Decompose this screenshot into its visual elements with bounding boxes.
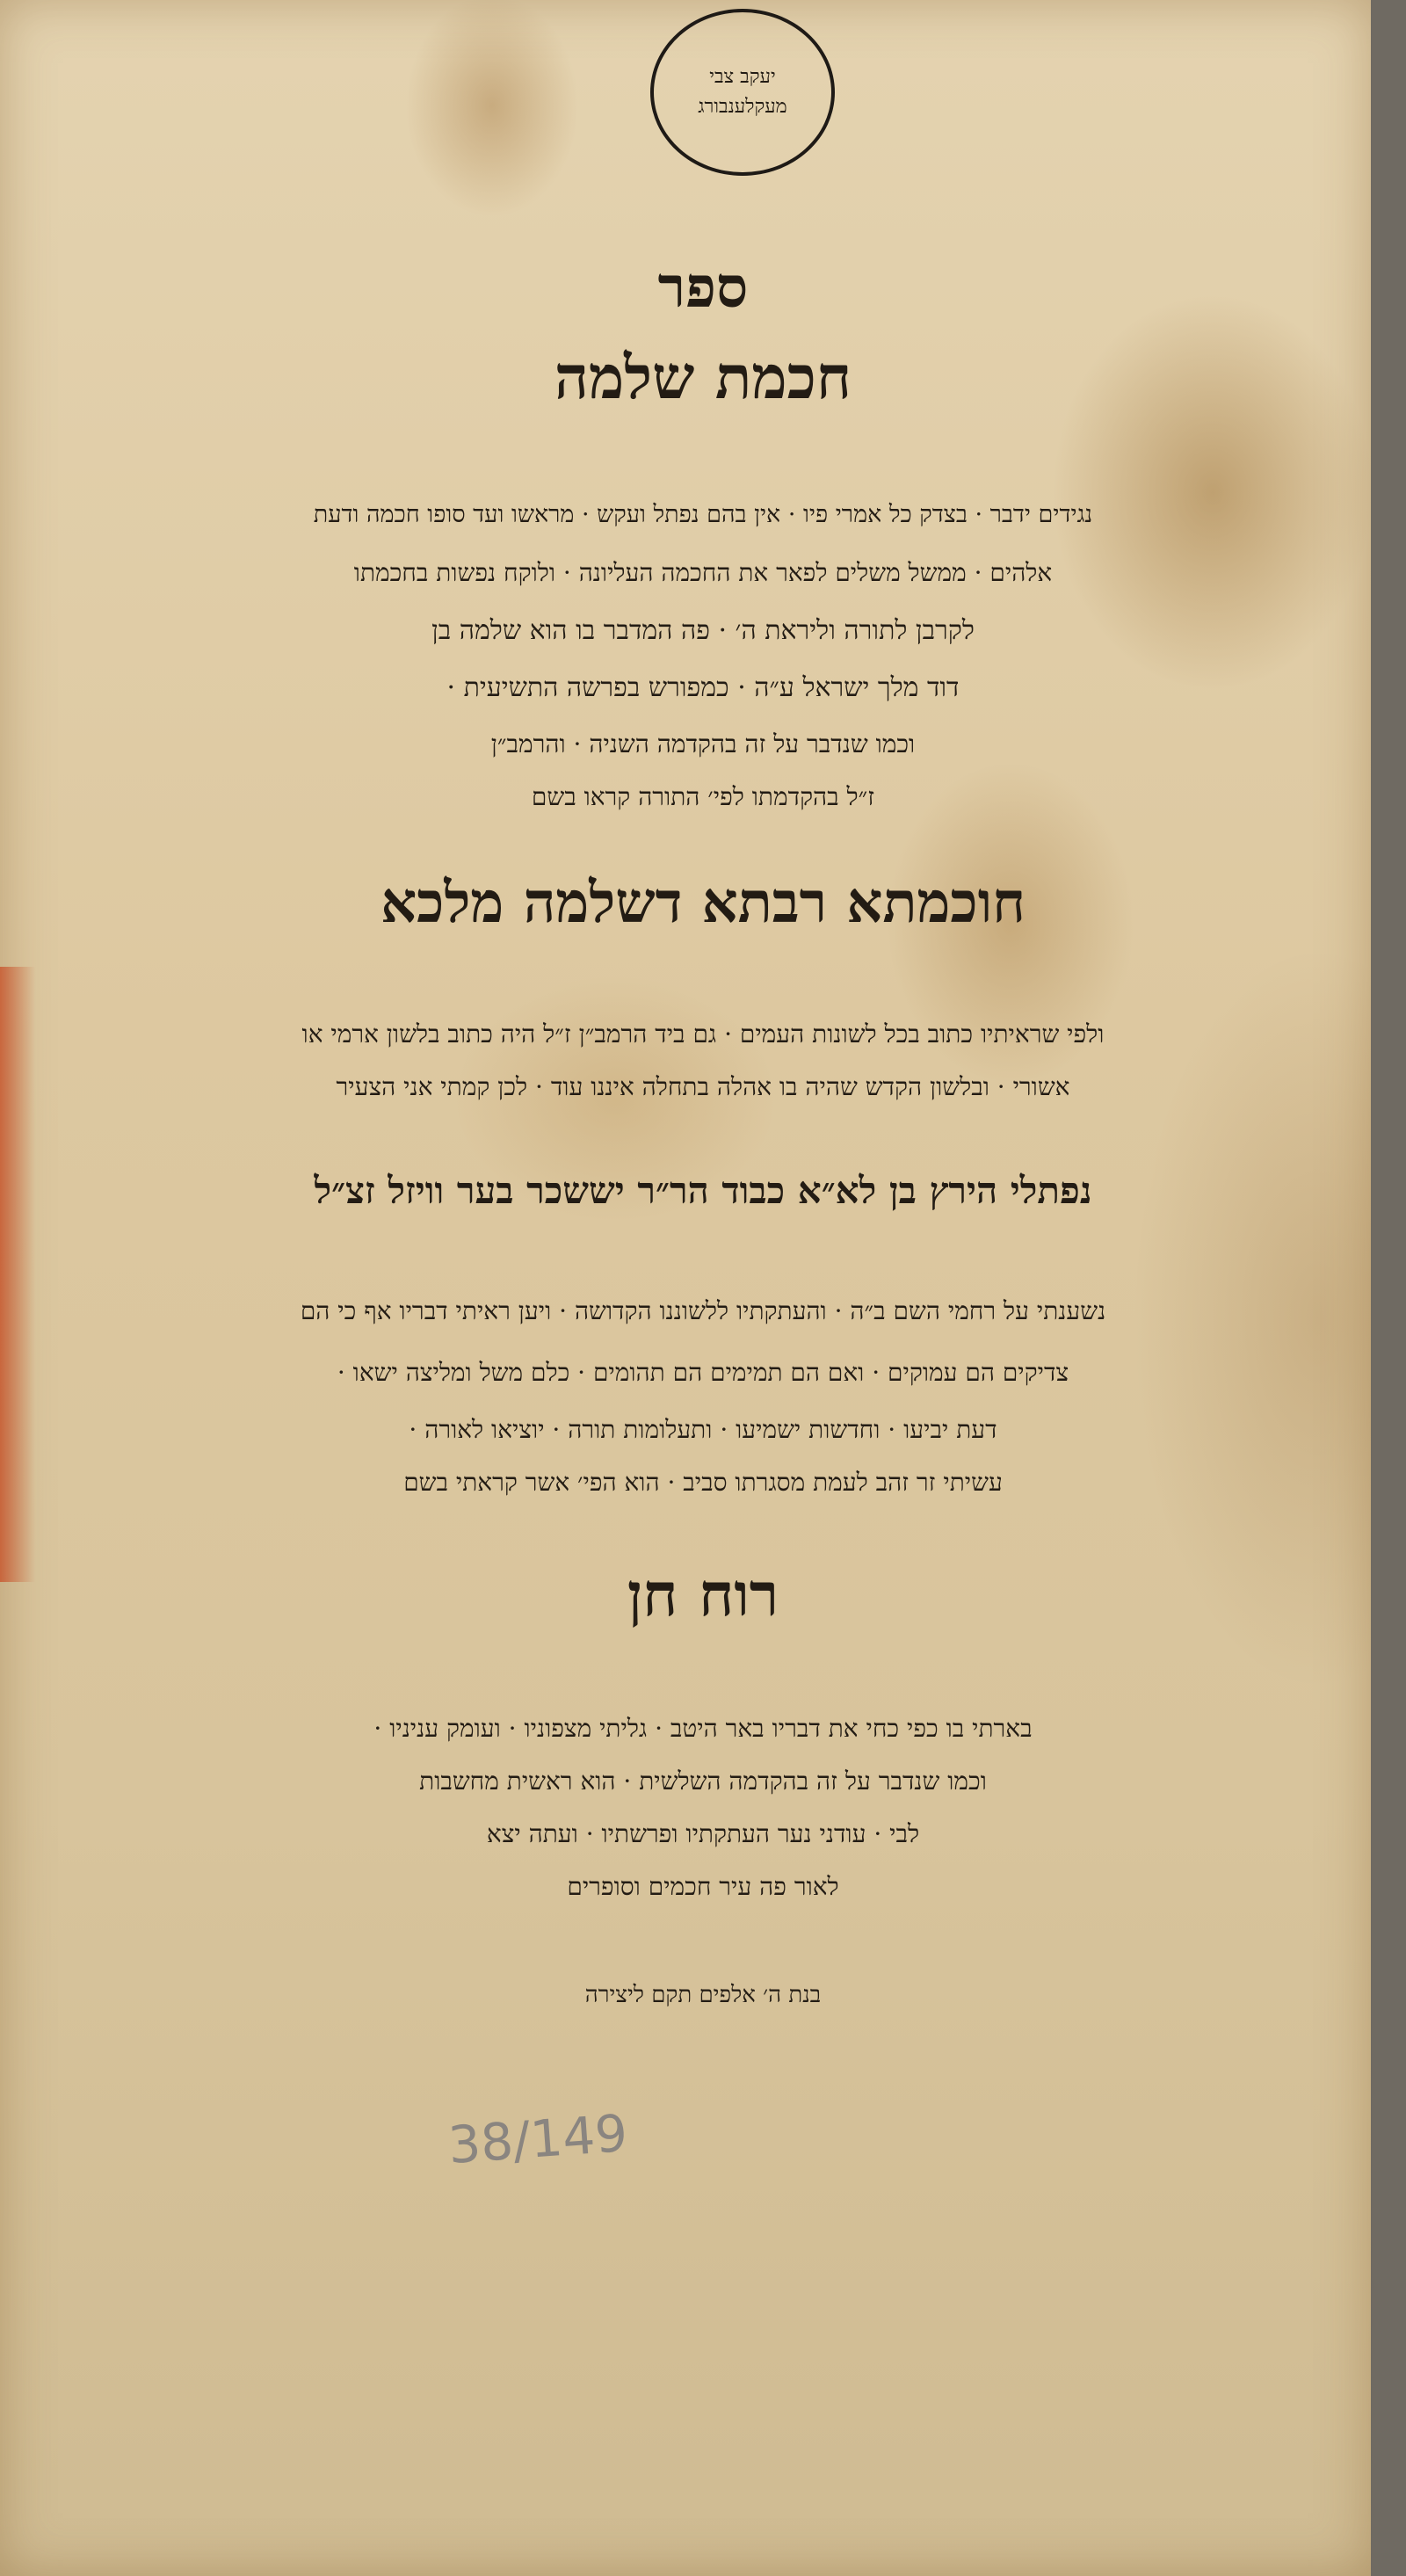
author-line: נפתלי הירץ בן לא״א כבוד הר״ר יששכר בער וויזל זצ״ל: [314, 1169, 1092, 1212]
book-title: חכמת שלמה: [554, 343, 852, 413]
intro-line: ז״ל בהקדמתו לפי׳ התורה קראו בשם: [531, 782, 875, 811]
title-sefer: ספר: [657, 255, 749, 321]
closing-line: בארתי בו כפי כחי את דבריו באר היטב · גליתי מצפוניו · ועומק עניניו ·: [373, 1714, 1033, 1743]
lower-line: דעת יביעו · וחדשות ישמיעו · ותעלומות תורה · יוציאו לאורה ·: [409, 1415, 997, 1444]
closing-line: לבי · עודני נער העתקתיו ופרשתיו · ועתה יצא: [486, 1819, 920, 1848]
closing-line: לאור פה עיר חכמים וסופרים: [567, 1872, 839, 1901]
stamp-line-1: יעקב צבי: [709, 66, 776, 88]
lower-line: נשענתי על רחמי השם ב״ה · והעתקתיו ללשוננו הקדושה · ויען ראיתי דבריו אף כי הם: [300, 1296, 1106, 1325]
closing-line: וכמו שנדבר על זה בהקדמה השלשית · הוא ראשית מחשבות: [419, 1767, 987, 1796]
lower-line: עשיתי זר זהב לעמת מסגרתו סביב · הוא הפי׳ אשר קראתי בשם: [403, 1468, 1003, 1497]
intro-line: וכמו שנדבר על זה בהקדמה השניה · והרמב״ן: [490, 729, 916, 758]
aramaic-title: חוכמתא רבתא דשלמה מלכא: [380, 870, 1026, 936]
intro-line: אלהים · ממשל משלים לפאר את החכמה העליונה · ולוקח נפשות בחכמתו: [353, 558, 1053, 587]
middle-line: ולפי שראיתיו כתוב בכל לשונות העמים · גם ביד הרמב״ן ז״ל היה כתוב בלשון ארמי או: [301, 1020, 1105, 1049]
intro-line: דוד מלך ישראל ע״ה · כמפורש בפרשה התשיעית ·: [446, 672, 960, 703]
owner-stamp: [650, 9, 835, 176]
intro-line: לקרבן לתורה וליראת ה׳ · פה המדבר בו הוא שלמה בן: [431, 615, 975, 646]
commentary-title: רוח חן: [627, 1560, 779, 1630]
imprint-line: בנת ה׳ אלפים תקם ליצירה: [584, 1982, 822, 2008]
lower-line: צדיקים הם עמוקים · ואם הם תמימים הם תהומים · כלם משל ומליצה ישאו ·: [337, 1358, 1069, 1387]
stamp-line-2: מעקלענבורג: [698, 96, 787, 118]
intro-line: נגידים ידבר · בצדק כל אמרי פיו · אין בהם נפתל ועקש · מראשו ועד סופו חכמה ודעת: [313, 501, 1093, 528]
pencil-shelfmark: 38/149: [446, 2102, 630, 2176]
middle-line: אשורי · ובלשון הקדש שהיה בו אהלה בתחלה איננו עוד · לכן קמתי אני הצעיר: [336, 1072, 1070, 1101]
